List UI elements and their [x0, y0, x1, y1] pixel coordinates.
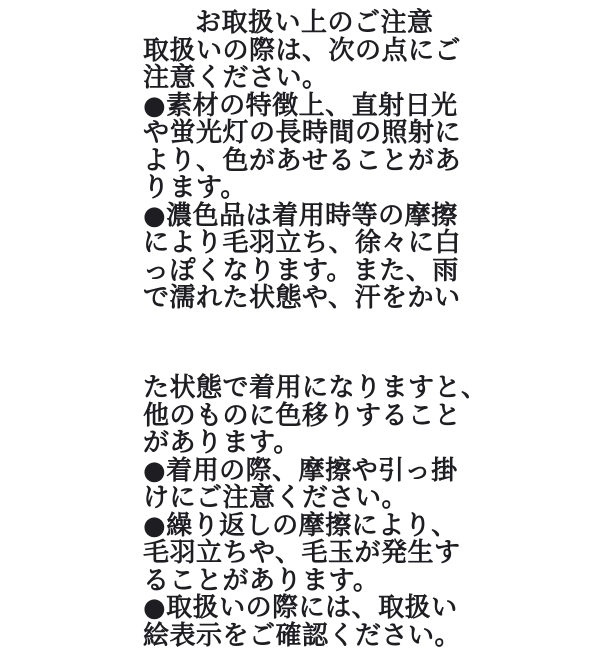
- notice-line: ●着用の際、摩擦や引っ掛: [143, 455, 458, 486]
- notice-line: ●素材の特徴上、直射日光: [143, 90, 458, 121]
- notice-line: 他のものに色移りすること: [143, 400, 462, 431]
- notice-line: ●濃色品は着用時等の摩擦: [143, 200, 458, 231]
- notice-line: 注意ください。: [143, 63, 329, 93]
- care-notice-block-lower: [143, 375, 488, 650]
- notice-line: 毛羽立ちや、毛玉が発生す: [143, 538, 461, 568]
- notice-line: けにご注意ください。: [143, 483, 409, 513]
- notice-line: で濡れた状態や、汗をかい: [143, 283, 461, 313]
- care-notice-block-upper: [143, 10, 461, 313]
- notice-line: ることがあります。: [143, 565, 380, 596]
- notice-line: ●繰り返しの摩擦により、: [143, 510, 458, 541]
- notice-line: があります。: [143, 428, 300, 458]
- notice-line: た状態で着用になりますと、: [143, 373, 488, 403]
- notice-line: っぽくなります。また、雨: [143, 255, 459, 286]
- notice-line: や蛍光灯の長時間の照射に: [143, 118, 462, 148]
- notice-line: 取扱いの際は、次の点にご: [143, 35, 462, 66]
- notice-line: により毛羽立ち、徐々に白: [143, 228, 462, 258]
- notice-line: ●取扱いの際には、取扱い: [143, 593, 458, 623]
- notice-line: 絵表示をご確認ください。: [143, 620, 462, 650]
- notice-title: お取扱い上のご注意: [195, 8, 434, 38]
- notice-line: ります。: [143, 173, 247, 203]
- notice-line: より、色があせることがあ: [143, 145, 462, 176]
